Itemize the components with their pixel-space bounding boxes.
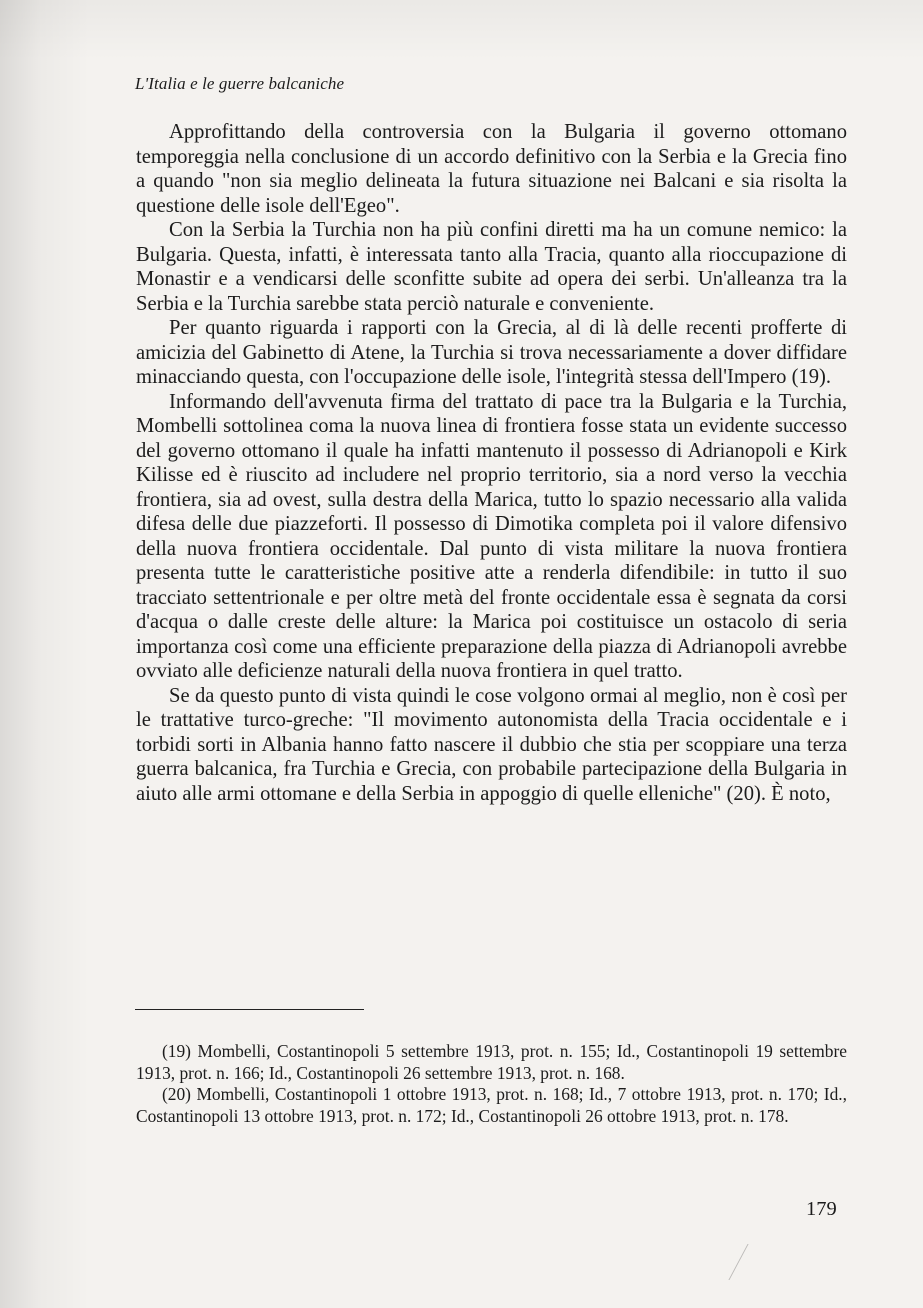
main-text	[136, 120, 847, 806]
footnote-20: (20) Mombelli, Costantinopoli 1 ottobre 1913, prot. n. 168; Id., 7 ottobre 1913, prot. n. 170; Id., Costantinopoli 13 ottobre 1913, prot. n. 172; Id., Costantinopoli 26 ottobre 1913, prot. n. 178.	[136, 1084, 847, 1126]
footnote-separator	[135, 1009, 364, 1010]
paragraph: Approfittando della controversia con la Bulgaria il governo ottomano temporeggia nella conclusione di un accordo definitivo con la Serbia e la Grecia fino a quando "non sia meglio delineata la futura situazione nei Balcani e sia risolta la questione delle isole dell'Egeo".	[136, 121, 847, 217]
footnotes	[136, 1041, 847, 1127]
paper-scratch-mark	[728, 1244, 770, 1280]
paragraph: Se da questo punto di vista quindi le cose volgono ormai al meglio, non è così per le trattative turco-greche: "Il movimento autonomista della Tracia occidentale e i torbidi sorti in Albania hanno fatto nascere il dubbio che stia per scoppiare una terza guerra balcanica, fra Turchia e Grecia, con probabile partecipazione della Bulgaria in aiuto alle armi ottomane e della Serbia in appoggio di quelle elleniche" (20). È noto,	[136, 684, 847, 805]
paragraph: Per quanto riguarda i rapporti con la Grecia, al di là delle recenti profferte di amicizia del Gabinetto di Atene, la Turchia si trova necessariamente a dover diffidare minacciando questa, con l'occupazione delle isole, l'integrità stessa dell'Impero (19).	[136, 317, 847, 388]
running-title: L'Italia e le guerre balcaniche	[135, 74, 345, 93]
paragraph: Informando dell'avvenuta firma del trattato di pace tra la Bulgaria e la Turchia, Mombelli sottolinea coma la nuova linea di frontiera fosse stata un evidente successo del governo ottomano il quale ha infatti mantenuto il possesso di Adrianopoli e Kirk Kilisse ed è riuscito ad includere nel proprio territorio, sia a nord verso la vecchia frontiera, sia ad ovest, sulla destra della Marica, tutto lo spazio necessario alla valida difesa delle due piazzeforti. Il possesso di Dimotika completa poi il valore difensivo della nuova frontiera occidentale. Dal punto di vista militare la nuova frontiera presenta tutte le caratteristiche positive atte a renderla difendibile: in tutto il suo tracciato settentrionale e per oltre metà del fronte occidentale essa è segnata da corsi d'acqua o dalle creste delle alture: la Marica poi costituisce un ostacolo di seria importanza così come una efficiente preparazione della piazza di Adrianopoli avrebbe ovviato alle deficienze naturali della nuova frontiera in quel tratto.	[136, 390, 847, 682]
page-number: 179	[806, 1198, 837, 1220]
footnote-19: (19) Mombelli, Costantinopoli 5 settembre 1913, prot. n. 155; Id., Costantinopoli 19 settembre 1913, prot. n. 166; Id., Costantinopoli 26 settembre 1913, prot. n. 168.	[136, 1041, 847, 1083]
paragraph: Con la Serbia la Turchia non ha più confini diretti ma ha un comune nemico: la Bulgaria. Questa, infatti, è interessata tanto alla Tracia, quanto alla rioccupazione di Monastir e a vendicarsi delle sconfitte subite ad opera dei serbi. Un'alleanza tra la Serbia e la Turchia sarebbe stata perciò naturale e conveniente.	[136, 219, 847, 315]
